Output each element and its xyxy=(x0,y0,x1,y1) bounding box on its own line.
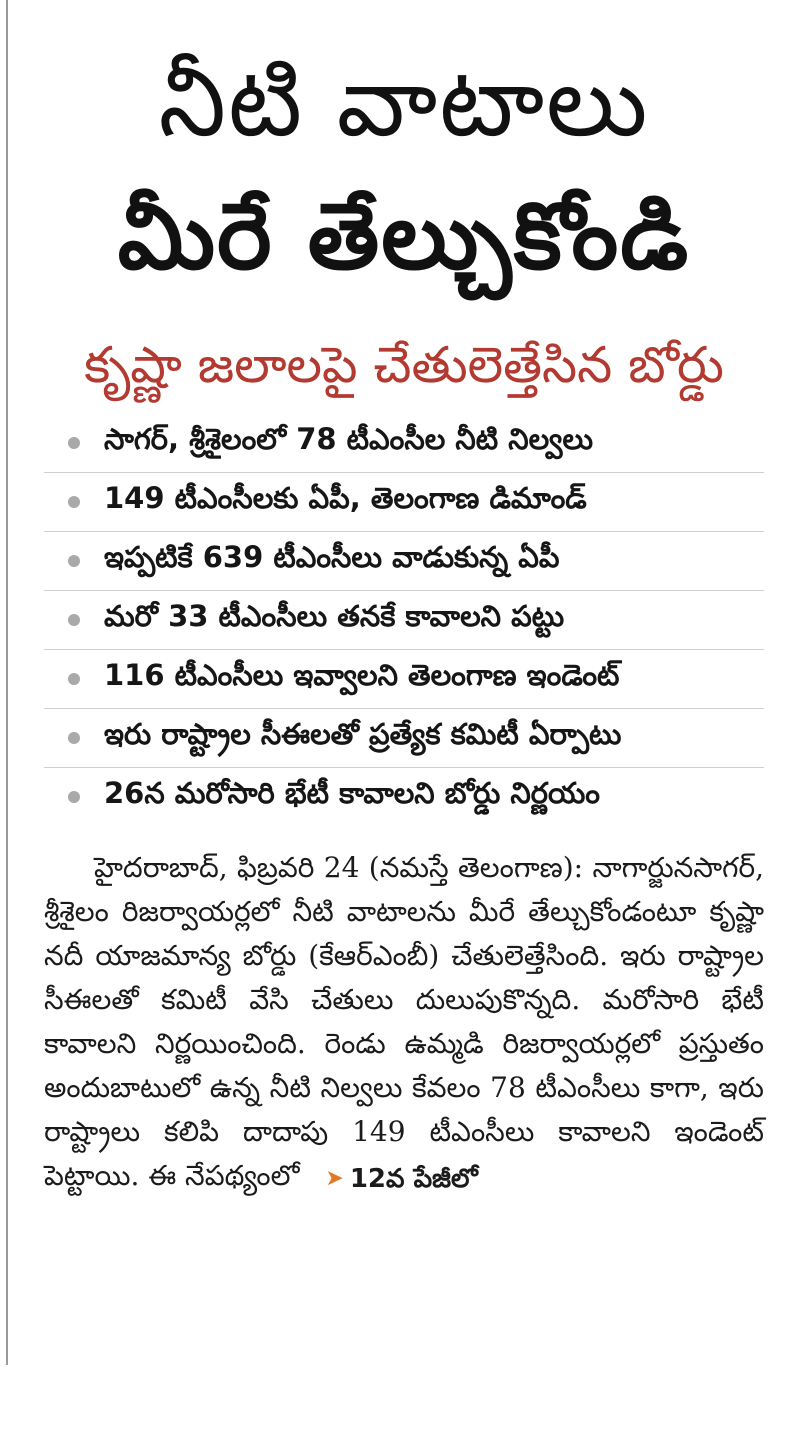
bullet-icon xyxy=(68,555,80,567)
bullet-icon xyxy=(68,496,80,508)
headline xyxy=(44,34,764,304)
highlight-text: ఇరు రాష్ట్రాల సీఈలతో ప్రత్యేక కమిటీ ఏర్పాటు xyxy=(104,717,622,751)
highlight-item xyxy=(44,532,764,591)
highlights-list xyxy=(44,414,764,826)
highlight-text: 26న మరోసారి భేటీ కావాలని బోర్డు నిర్ణయం xyxy=(104,776,600,810)
bullet-icon xyxy=(68,673,80,685)
bullet-icon xyxy=(68,791,80,803)
bullet-icon xyxy=(68,732,80,744)
highlight-text: మరో 33 టీఎంసీలు తనకే కావాలని పట్టు xyxy=(104,599,565,633)
highlight-text: ఇప్పటికే 639 టీఎంసీలు వాడుకున్న ఏపీ xyxy=(104,540,560,574)
bullet-icon xyxy=(68,437,80,449)
column-rule xyxy=(6,0,8,1365)
highlight-text: 116 టీఎంసీలు ఇవ్వాలని తెలంగాణ ఇండెంట్ xyxy=(104,658,620,692)
subheadline: కృష్ణా జలాలపై చేతులెత్తేసిన బోర్డు xyxy=(84,336,724,394)
continued-label: 12వ పేజీలో xyxy=(349,1164,478,1194)
news-article xyxy=(44,34,764,1201)
headline-line-2: మీరే తేల్చుకోండి xyxy=(117,183,691,290)
highlight-item xyxy=(44,414,764,473)
arrow-right-icon: ➤ xyxy=(325,1166,344,1191)
highlight-item xyxy=(44,473,764,532)
bullet-icon xyxy=(68,614,80,626)
highlight-item xyxy=(44,768,764,826)
headline-line-1: నీటి వాటాలు xyxy=(158,46,650,158)
continued-on-page-link[interactable] xyxy=(325,1157,477,1201)
article-body xyxy=(44,846,764,1201)
highlight-text: 149 టీఎంసీలకు ఏపీ, తెలంగాణ డిమాండ్ xyxy=(104,481,587,515)
article-body-text: హైదరాబాద్, ఫిబ్రవరి 24 (నమస్తే తెలంగాణ): నాగార్జునసాగర్, శ్రీశైలం రిజర్వాయర్లలో నీటి వాటాలను మీరే తేల్చుకోండంటూ కృష్ణా నదీ యాజమాన్య బోర్డు (కేఆర్ఎంబీ) చేతులెత్తేసింది. ఇరు రాష్ట్రాల సీఈలతో కమిటీ వేసి చేతులు దులుపుకొన్నది. మరోసారి భేటీ కావాలని నిర్ణయించింది. రెండు ఉమ్మడి రిజర్వాయర్లలో ప్రస్తుతం అందుబాటులో ఉన్న నీటి నిల్వలు కేవలం 78 టీఎంసీలు కాగా, ఇరు రాష్ట్రాలు కలిపి దాదాపు 149 టీఎంసీలు కావాలని ఇండెంట్ పెట్టాయి. ఈ నేపథ్యంలో xyxy=(44,851,764,1192)
highlight-text: సాగర్, శ్రీశైలంలో 78 టీఎంసీల నీటి నిల్వలు xyxy=(104,422,594,456)
highlight-item xyxy=(44,591,764,650)
highlight-item xyxy=(44,709,764,768)
highlight-item xyxy=(44,650,764,709)
